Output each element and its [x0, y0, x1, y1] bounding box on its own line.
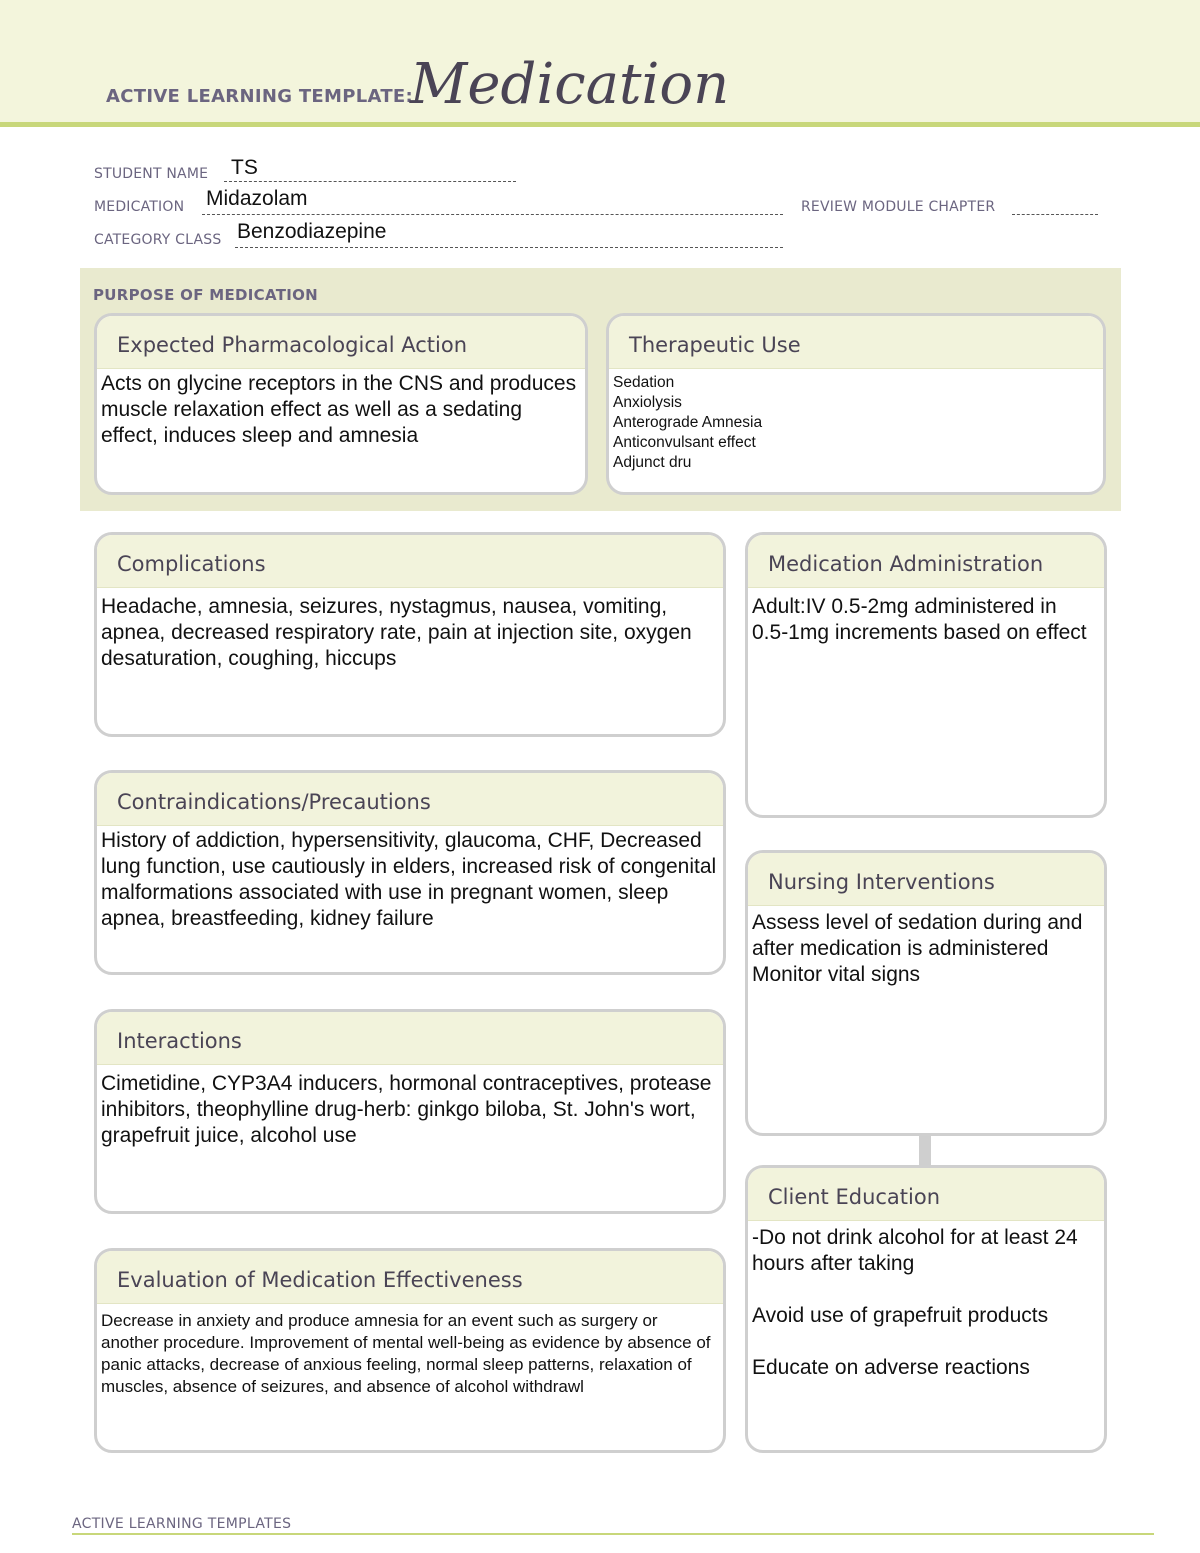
nursing-interventions-title: Nursing Interventions: [768, 870, 995, 894]
medication-administration-text[interactable]: Adult:IV 0.5-2mg administered in 0.5-1mg increments based on effect: [752, 595, 1087, 644]
footer-rule: [72, 1533, 1154, 1535]
contraindications-box: [94, 770, 726, 975]
page-title: Medication: [410, 52, 730, 117]
expected-action-header: [97, 316, 585, 369]
nursing-interventions-box: [745, 850, 1107, 1136]
medication-administration-header: [748, 535, 1104, 588]
client-education-box: [745, 1165, 1107, 1453]
complications-header: [97, 535, 723, 588]
category-class-line: [235, 247, 783, 248]
purpose-label: PURPOSE OF MEDICATION: [93, 286, 319, 304]
medication-label: MEDICATION: [94, 199, 185, 215]
category-class-label: CATEGORY CLASS: [94, 232, 222, 248]
footer-text: ACTIVE LEARNING TEMPLATES: [72, 1516, 292, 1532]
client-education-title: Client Education: [768, 1185, 941, 1209]
contraindications-title: Contraindications/Precautions: [117, 790, 431, 814]
therapeutic-use-box: [606, 313, 1106, 495]
evaluation-title: Evaluation of Medication Effectiveness: [117, 1268, 523, 1292]
evaluation-box: [94, 1248, 726, 1453]
contraindications-header: [97, 773, 723, 826]
therapeutic-use-title: Therapeutic Use: [629, 333, 801, 357]
interactions-text[interactable]: Cimetidine, CYP3A4 inducers, hormonal contraceptives, protease inhibitors, theophylline drug-herb: ginkgo biloba, St. John's wort, grapefruit juice, alcohol use: [101, 1072, 712, 1147]
medication-line: [202, 214, 783, 215]
expected-action-text[interactable]: Acts on glycine receptors in the CNS and produces muscle relaxation effect as well as a sedating effect, induces sleep and amnesia: [101, 372, 577, 447]
interactions-title: Interactions: [117, 1029, 242, 1053]
evaluation-text[interactable]: Decrease in anxiety and produce amnesia for an event such as surgery or another procedure. Improvement of mental well-being as evidence by absence of panic attacks, decrease of anxious feeling, normal sleep patterns, relaxation of muscles, absence of seizures, and absence of alcohol withdrawl: [101, 1311, 711, 1396]
student-name-line: [224, 181, 516, 182]
therapeutic-use-text[interactable]: Sedation Anxiolysis Anterograde Amnesia Anticonvulsant effect Adjunct dru: [613, 374, 763, 471]
interactions-header: [97, 1012, 723, 1065]
expected-action-box: [94, 313, 588, 495]
expected-action-title: Expected Pharmacological Action: [117, 333, 468, 357]
complications-box: [94, 532, 726, 737]
therapeutic-use-header: [609, 316, 1103, 369]
evaluation-header: [97, 1251, 723, 1304]
nursing-interventions-header: [748, 853, 1104, 906]
student-name-field[interactable]: TS: [231, 156, 258, 179]
contraindications-text[interactable]: History of addiction, hypersensitivity, glaucoma, CHF, Decreased lung function, use cautiously in elders, increased risk of congenital malformations associated with use in pregnant women, sleep apnea, breastfeeding, kidney failure: [101, 829, 717, 930]
category-class-field[interactable]: Benzodiazepine: [237, 220, 387, 243]
interactions-box: [94, 1009, 726, 1214]
connector-bar: [919, 1135, 931, 1165]
nursing-interventions-text[interactable]: Assess level of sedation during and after medication is administered Monitor vital signs: [752, 911, 1083, 986]
client-education-text[interactable]: -Do not drink alcohol for at least 24 hours after taking Avoid use of grapefruit products Educate on adverse reactions: [752, 1226, 1078, 1379]
header-rule: [0, 122, 1200, 127]
student-name-label: STUDENT NAME: [94, 166, 209, 182]
medication-administration-box: [745, 532, 1107, 818]
header-label: ACTIVE LEARNING TEMPLATE:: [106, 86, 413, 107]
review-module-label: REVIEW MODULE CHAPTER: [801, 199, 996, 215]
client-education-header: [748, 1168, 1104, 1221]
medication-administration-title: Medication Administration: [768, 552, 1044, 576]
review-module-line: [1012, 214, 1098, 215]
medication-field[interactable]: Midazolam: [206, 187, 308, 210]
complications-title: Complications: [117, 552, 266, 576]
complications-text[interactable]: Headache, amnesia, seizures, nystagmus, nausea, vomiting, apnea, decreased respiratory rate, pain at injection site, oxygen desaturation, coughing, hiccups: [101, 595, 692, 670]
